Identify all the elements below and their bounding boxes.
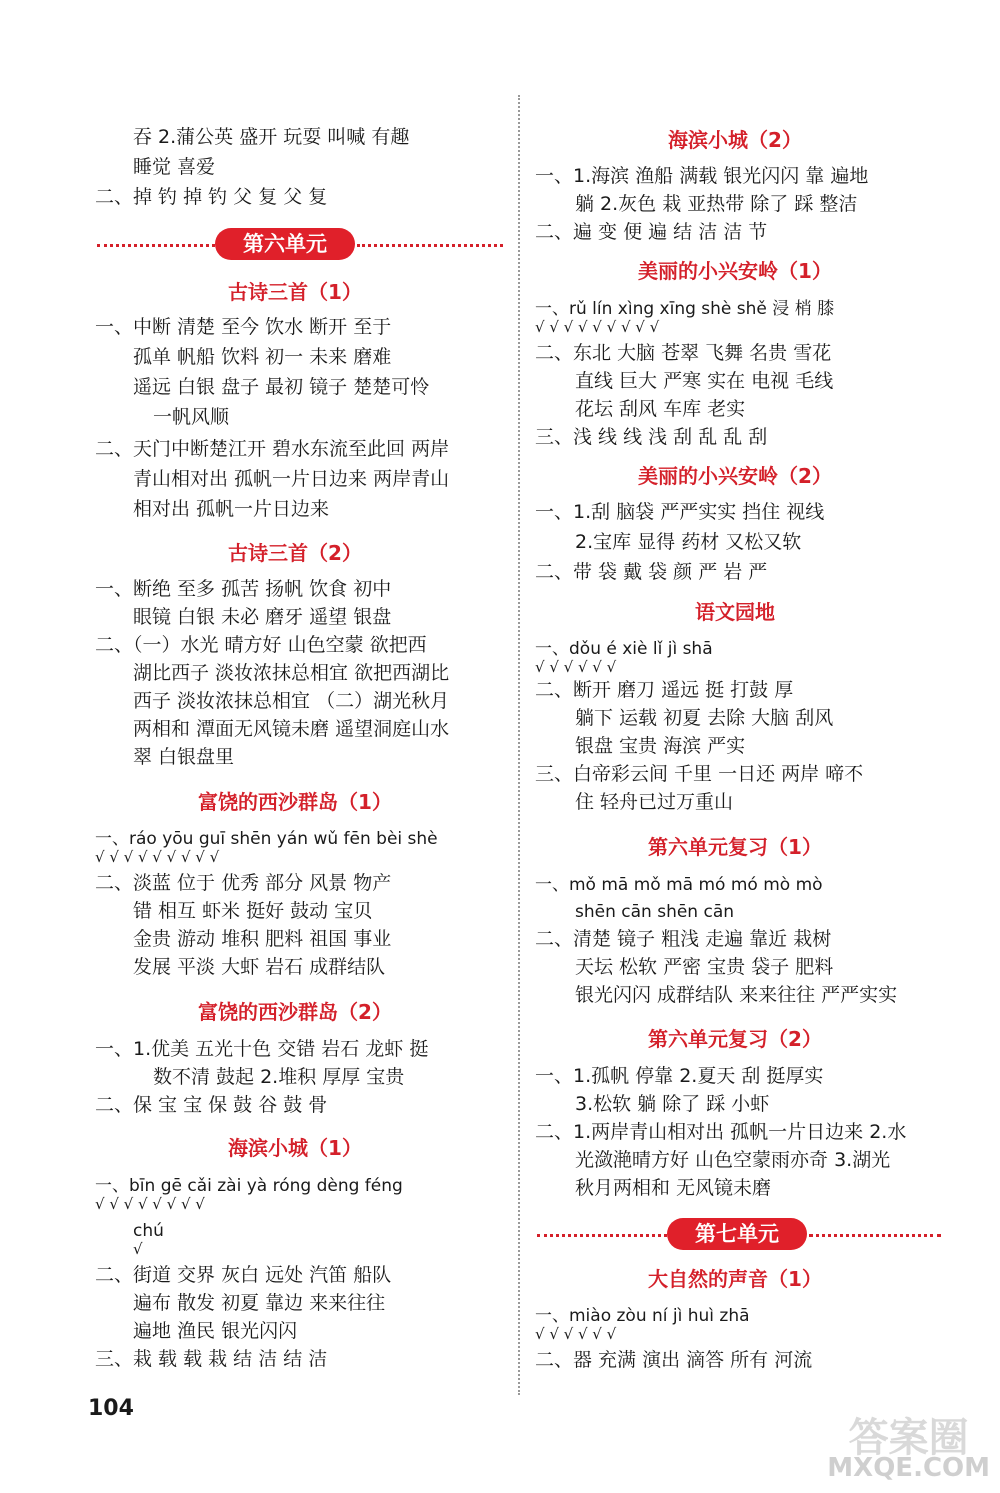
answer-line: 直线 巨大 严寒 实在 电视 毛线 xyxy=(575,370,834,392)
answer-line: 三、栽 载 载 栽 结 洁 结 洁 xyxy=(95,1348,328,1370)
answer-line: 遍布 散发 初夏 靠边 来来往往 xyxy=(133,1292,386,1314)
section-title: 海滨小城（1） xyxy=(228,1136,362,1160)
watermark-text: 答案圈 xyxy=(848,1415,969,1461)
answer-line: 一、mǒ mā mǒ mā mó mó mò mò xyxy=(535,875,823,895)
check-marks: √ √ √ √ √ √ √ √ √ xyxy=(535,318,660,336)
answer-line: 天坛 松软 严密 宝贵 袋子 肥料 xyxy=(575,956,834,978)
answer-line: 一、rǔ lín xìng xīng shè shě 浸 梢 膝 xyxy=(535,299,835,319)
answer-line: 错 相互 虾米 挺好 鼓动 宝贝 xyxy=(133,900,373,922)
section-title: 大自然的声音（1） xyxy=(648,1267,822,1291)
answer-line: 躺 2.灰色 栽 亚热带 除了 踩 整洁 xyxy=(575,193,858,215)
answer-line: 吞 2.蒲公英 盛开 玩耍 叫喊 有趣 xyxy=(133,126,410,148)
section-title: 海滨小城（2） xyxy=(668,128,802,152)
answer-line: 两相和 潭面无风镜未磨 遥望洞庭山水 xyxy=(133,718,450,740)
answer-line: 3.松软 躺 除了 踩 小虾 xyxy=(575,1093,770,1115)
answer-line: 花坛 刮风 车库 老实 xyxy=(575,398,746,420)
answer-line: 遥远 白银 盘子 最初 镜子 楚楚可怜 xyxy=(133,376,430,398)
answer-line: 二、断开 磨刀 遥远 挺 打鼓 厚 xyxy=(535,679,794,701)
answer-line: 翠 白银盘里 xyxy=(133,746,235,768)
unit-title: 第七单元 xyxy=(667,1218,807,1250)
page-number: 104 xyxy=(88,1396,134,1421)
answer-line: 一、1.海滨 渔船 满载 银光闪闪 靠 遍地 xyxy=(535,165,869,187)
watermark-url: MXQE.COM xyxy=(827,1453,990,1483)
answer-line: 2.宝库 显得 药材 又松又软 xyxy=(575,531,802,553)
answer-line: 二、1.两岸青山相对出 孤帆一片日边来 2.水 xyxy=(535,1121,907,1143)
answer-line: 睡觉 喜爱 xyxy=(133,156,216,178)
answer-line: shēn cān shēn cān xyxy=(575,902,735,922)
section-title: 第六单元复习（2） xyxy=(648,1027,822,1051)
answer-line: 一帆风顺 xyxy=(153,406,230,428)
answer-line: 二、掉 钓 掉 钓 父 复 父 复 xyxy=(95,186,328,208)
answer-line: 二、带 袋 戴 袋 颜 严 岩 严 xyxy=(535,561,768,583)
answer-line: 孤单 帆船 饮料 初一 未来 磨难 xyxy=(133,346,392,368)
answer-line: 躺下 运载 初夏 去除 大脑 刮风 xyxy=(575,707,834,729)
answer-line: 三、白帝彩云间 千里 一日还 两岸 啼不 xyxy=(535,763,864,785)
answer-line: 一、bīn gē cǎi zài yà róng dèng féng xyxy=(95,1176,403,1196)
answer-line: 西子 淡妆浓抹总相宜 （二）湖光秋月 xyxy=(133,690,450,712)
answer-line: 遍地 渔民 银光闪闪 xyxy=(133,1320,298,1342)
answer-line: 相对出 孤帆一片日边来 xyxy=(133,498,330,520)
answer-line: 二、（一）水光 晴方好 山色空蒙 欲把西 xyxy=(95,634,427,656)
section-title: 富饶的西沙群岛（2） xyxy=(198,1000,392,1024)
answer-line: chú xyxy=(133,1221,164,1241)
answer-line: 二、清楚 镜子 粗浅 走遍 靠近 栽树 xyxy=(535,928,832,950)
answer-line: 二、遍 变 便 遍 结 洁 洁 节 xyxy=(535,221,768,243)
answer-line: 秋月两相和 无风镜未磨 xyxy=(575,1177,772,1199)
unit-heading-seven xyxy=(535,1218,943,1252)
unit-title: 第六单元 xyxy=(215,228,355,260)
section-title: 第六单元复习（1） xyxy=(648,835,822,859)
answer-line: 银光闪闪 成群结队 来来往往 严严实实 xyxy=(575,984,898,1006)
check-marks: √ √ √ √ √ √ xyxy=(535,658,617,676)
answer-line: 二、淡蓝 位于 优秀 部分 风景 物产 xyxy=(95,872,392,894)
answer-line: 二、器 充满 演出 滴答 所有 河流 xyxy=(535,1349,813,1371)
answer-line: 发展 平淡 大虾 岩石 成群结队 xyxy=(133,956,386,978)
section-title: 古诗三首（1） xyxy=(228,280,362,304)
check-marks: √ √ √ √ √ √ √ √ √ xyxy=(95,848,220,866)
section-title: 富饶的西沙群岛（1） xyxy=(198,790,392,814)
answer-line: 一、miào zòu ní jì huì zhā xyxy=(535,1306,750,1326)
answer-line: 一、dǒu é xiè lǐ jì shā xyxy=(535,639,713,659)
answer-line: 湖比西子 淡妆浓抹总相宜 欲把西湖比 xyxy=(133,662,450,684)
section-title: 美丽的小兴安岭（1） xyxy=(638,259,832,283)
check-marks: √ √ √ √ √ √ xyxy=(535,1325,617,1343)
answer-line: 二、街道 交界 灰白 远处 汽笛 船队 xyxy=(95,1264,392,1286)
answer-line: 数不清 鼓起 2.堆积 厚厚 宝贵 xyxy=(153,1066,405,1088)
answer-line: 眼镜 白银 未必 磨牙 遥望 银盘 xyxy=(133,606,392,628)
answer-line: 金贵 游动 堆积 肥料 祖国 事业 xyxy=(133,928,392,950)
answer-line: 二、天门中断楚江开 碧水东流至此回 两岸 xyxy=(95,438,450,460)
check-marks: √ √ √ √ √ √ √ √ xyxy=(95,1195,205,1213)
answer-line: 一、1.优美 五光十色 交错 岩石 龙虾 挺 xyxy=(95,1038,429,1060)
section-title: 语文园地 xyxy=(695,600,775,624)
answer-line: 光潋滟晴方好 山色空蒙雨亦奇 3.湖光 xyxy=(575,1149,891,1171)
watermark-logo xyxy=(827,1415,990,1483)
answer-line: 二、东北 大脑 苍翠 飞舞 名贵 雪花 xyxy=(535,342,832,364)
section-title: 古诗三首（2） xyxy=(228,541,362,565)
answer-line: 银盘 宝贵 海滨 严实 xyxy=(575,735,746,757)
answer-line: 一、1.孤帆 停靠 2.夏天 刮 挺厚实 xyxy=(535,1065,824,1087)
answer-line: 住 轻舟已过万重山 xyxy=(575,791,734,813)
unit-heading-six xyxy=(95,228,505,262)
answer-line: 二、保 宝 宝 保 鼓 谷 鼓 骨 xyxy=(95,1094,328,1116)
check-marks: √ xyxy=(133,1240,143,1258)
answer-line: 一、断绝 至多 孤苦 扬帆 饮食 初中 xyxy=(95,578,392,600)
section-title: 美丽的小兴安岭（2） xyxy=(638,464,832,488)
answer-line: 一、ráo yōu guī shēn yán wǔ fēn bèi shè xyxy=(95,829,438,849)
dotted-rule xyxy=(97,244,215,247)
dotted-rule xyxy=(537,1234,667,1237)
answer-line: 三、浅 线 线 浅 刮 乱 乱 刮 xyxy=(535,426,768,448)
answer-line: 一、1.刮 脑袋 严严实实 挡住 视线 xyxy=(535,501,825,523)
answer-line: 青山相对出 孤帆一片日边来 两岸青山 xyxy=(133,468,450,490)
dotted-rule xyxy=(809,1234,941,1237)
answer-line: 一、中断 清楚 至今 饮水 断开 至于 xyxy=(95,316,392,338)
column-divider xyxy=(518,95,520,1395)
dotted-rule xyxy=(357,244,503,247)
